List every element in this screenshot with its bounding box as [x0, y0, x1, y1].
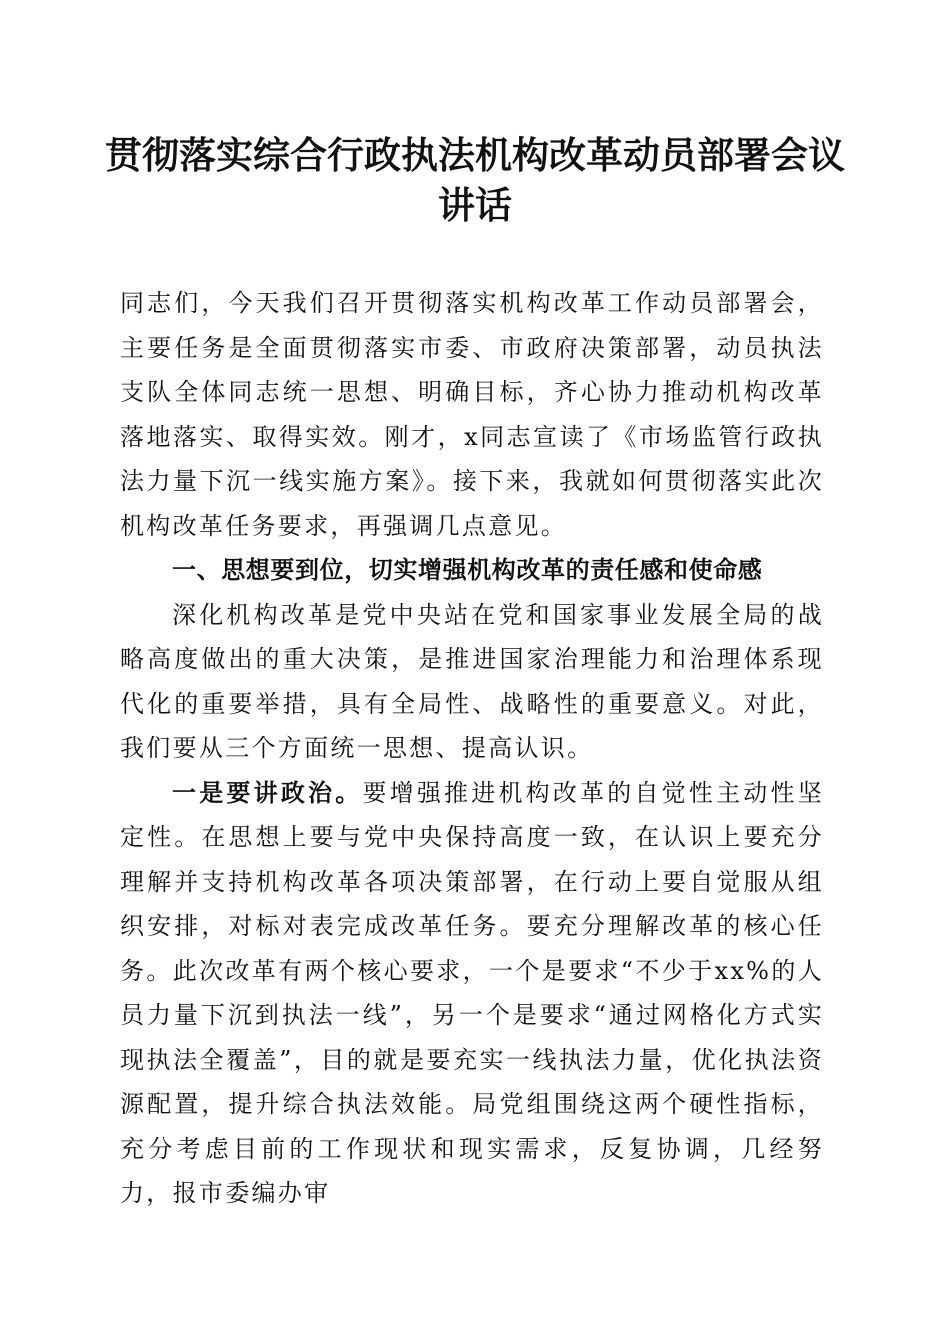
- title-line-2: 讲话: [438, 183, 512, 227]
- document-body: [120, 281, 824, 1216]
- intro-paragraph: 同志们，今天我们召开贯彻落实机构改革工作动员部署会，主要任务是全面贯彻落实市委、市政府决策部署，动员执法支队全体同志统一思想、明确目标，齐心协力推动机构改革落地落实、取得实效。刚才，x同志宣读了《市场监管行政执法力量下沉一线实施方案》。接下来，我就如何贯彻落实此次机构改革任务要求，再强调几点意见。: [120, 289, 824, 540]
- paragraph-body: 要增强推进机构改革的自觉性主动性坚定性。在思想上要与党中央保持高度一致，在认识上要充分理解并支持机构改革各项决策部署，在行动上要自觉服从组织安排，对标对表完成改革任务。要充分理解改革的核心任务。此次改革有两个核心要求，一个是要求“不少于xx%的人员力量下沉到执法一线”，另一个是要求“通过网格化方式实现执法全覆盖”，目的就是要充实一线执法力量，优化执法资源配置，提升综合执法效能。局党组围绕这两个硬性指标，充分考虑目前的工作现状和现实需求，反复协调，几经努力，报市委编办审: [120, 778, 824, 1207]
- section-heading: 一、思想要到位，切实增强机构改革的责任感和使命感: [172, 556, 763, 584]
- title-line-1: 贯彻落实综合行政执法机构改革动员部署会议: [105, 133, 845, 177]
- section-paragraph-politics: [120, 771, 824, 1216]
- paragraph-lead: 一是要讲政治。: [172, 777, 363, 807]
- page-title: [100, 130, 850, 230]
- section-paragraph: 深化机构改革是党中央站在党和国家事业发展全局的战略高度做出的重大决策，是推进国家治理能力和治理体系现代化的重要举措，具有全局性、战略性的重要意义。对此，我们要从三个方面统一思想、提高认识。: [120, 600, 824, 762]
